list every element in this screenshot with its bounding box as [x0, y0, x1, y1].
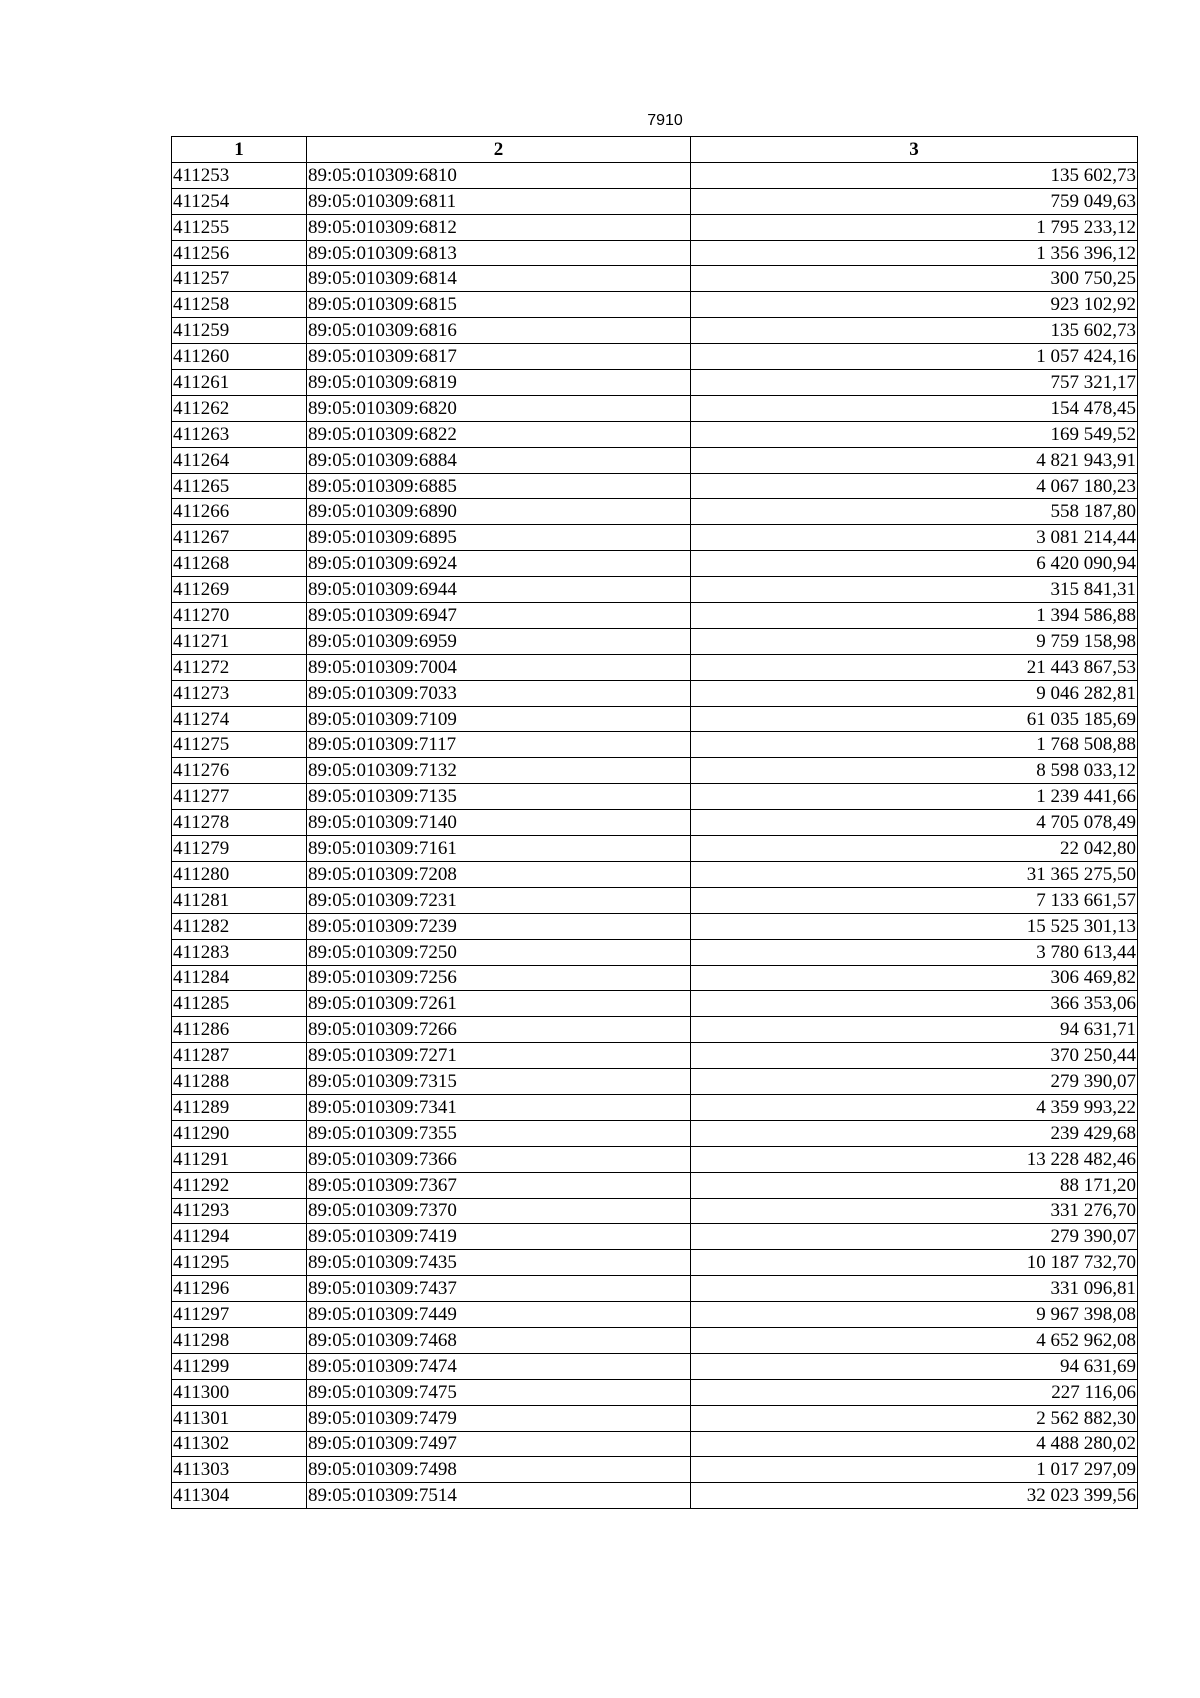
value-cell: 4 067 180,23 — [691, 473, 1138, 499]
value-cell: 370 250,44 — [691, 1043, 1138, 1069]
table-row — [172, 1327, 1138, 1353]
row-number-cell: 411285 — [172, 991, 307, 1017]
cadastral-number-cell: 89:05:010309:7109 — [307, 706, 691, 732]
table-row — [172, 784, 1138, 810]
value-cell: 1 356 396,12 — [691, 240, 1138, 266]
value-cell: 306 469,82 — [691, 965, 1138, 991]
row-number-cell: 411300 — [172, 1379, 307, 1405]
value-cell: 923 102,92 — [691, 292, 1138, 318]
table-row — [172, 370, 1138, 396]
cadastral-number-cell: 89:05:010309:6890 — [307, 499, 691, 525]
value-cell: 300 750,25 — [691, 266, 1138, 292]
cadastral-number-cell: 89:05:010309:7161 — [307, 836, 691, 862]
cadastral-number-cell: 89:05:010309:7419 — [307, 1224, 691, 1250]
cadastral-number-cell: 89:05:010309:6817 — [307, 344, 691, 370]
header-row — [172, 137, 1138, 163]
row-number-cell: 411271 — [172, 628, 307, 654]
table-row — [172, 706, 1138, 732]
cadastral-number-cell: 89:05:010309:6947 — [307, 603, 691, 629]
value-cell: 9 967 398,08 — [691, 1302, 1138, 1328]
table-row — [172, 1250, 1138, 1276]
row-number-cell: 411264 — [172, 447, 307, 473]
value-cell: 1 768 508,88 — [691, 732, 1138, 758]
value-cell: 558 187,80 — [691, 499, 1138, 525]
value-cell: 3 780 613,44 — [691, 939, 1138, 965]
column-header-1: 1 — [172, 137, 307, 163]
cadastral-number-cell: 89:05:010309:7135 — [307, 784, 691, 810]
cadastral-number-cell: 89:05:010309:6895 — [307, 525, 691, 551]
cadastral-number-cell: 89:05:010309:6816 — [307, 318, 691, 344]
cadastral-number-cell: 89:05:010309:7474 — [307, 1353, 691, 1379]
row-number-cell: 411265 — [172, 473, 307, 499]
table-row — [172, 499, 1138, 525]
row-number-cell: 411286 — [172, 1017, 307, 1043]
table-row — [172, 1457, 1138, 1483]
row-number-cell: 411262 — [172, 395, 307, 421]
value-cell: 331 096,81 — [691, 1276, 1138, 1302]
registry-table — [171, 136, 1138, 1509]
table-row — [172, 162, 1138, 188]
table-row — [172, 188, 1138, 214]
value-cell: 3 081 214,44 — [691, 525, 1138, 551]
cadastral-number-cell: 89:05:010309:7341 — [307, 1094, 691, 1120]
value-cell: 4 488 280,02 — [691, 1431, 1138, 1457]
row-number-cell: 411292 — [172, 1172, 307, 1198]
table-row — [172, 913, 1138, 939]
cadastral-number-cell: 89:05:010309:6822 — [307, 421, 691, 447]
table-row — [172, 1069, 1138, 1095]
table-row — [172, 1017, 1138, 1043]
value-cell: 4 652 962,08 — [691, 1327, 1138, 1353]
row-number-cell: 411298 — [172, 1327, 307, 1353]
value-cell: 279 390,07 — [691, 1224, 1138, 1250]
table-row — [172, 1302, 1138, 1328]
cadastral-number-cell: 89:05:010309:7256 — [307, 965, 691, 991]
table-row — [172, 887, 1138, 913]
table-row — [172, 421, 1138, 447]
row-number-cell: 411259 — [172, 318, 307, 344]
row-number-cell: 411304 — [172, 1483, 307, 1509]
row-number-cell: 411294 — [172, 1224, 307, 1250]
value-cell: 94 631,71 — [691, 1017, 1138, 1043]
table-row — [172, 965, 1138, 991]
row-number-cell: 411301 — [172, 1405, 307, 1431]
value-cell: 61 035 185,69 — [691, 706, 1138, 732]
cadastral-number-cell: 89:05:010309:7004 — [307, 654, 691, 680]
value-cell: 135 602,73 — [691, 162, 1138, 188]
cadastral-number-cell: 89:05:010309:7239 — [307, 913, 691, 939]
cadastral-number-cell: 89:05:010309:7514 — [307, 1483, 691, 1509]
table-row — [172, 525, 1138, 551]
table-row — [172, 654, 1138, 680]
value-cell: 1 239 441,66 — [691, 784, 1138, 810]
row-number-cell: 411276 — [172, 758, 307, 784]
cadastral-number-cell: 89:05:010309:7132 — [307, 758, 691, 784]
value-cell: 9 046 282,81 — [691, 680, 1138, 706]
cadastral-number-cell: 89:05:010309:6812 — [307, 214, 691, 240]
row-number-cell: 411280 — [172, 861, 307, 887]
cadastral-number-cell: 89:05:010309:6813 — [307, 240, 691, 266]
value-cell: 32 023 399,56 — [691, 1483, 1138, 1509]
value-cell: 279 390,07 — [691, 1069, 1138, 1095]
table-header — [172, 137, 1138, 163]
value-cell: 154 478,45 — [691, 395, 1138, 421]
cadastral-number-cell: 89:05:010309:7479 — [307, 1405, 691, 1431]
row-number-cell: 411272 — [172, 654, 307, 680]
table-row — [172, 1094, 1138, 1120]
cadastral-number-cell: 89:05:010309:7271 — [307, 1043, 691, 1069]
cadastral-number-cell: 89:05:010309:6815 — [307, 292, 691, 318]
table-row — [172, 240, 1138, 266]
cadastral-number-cell: 89:05:010309:6885 — [307, 473, 691, 499]
value-cell: 13 228 482,46 — [691, 1146, 1138, 1172]
value-cell: 366 353,06 — [691, 991, 1138, 1017]
row-number-cell: 411297 — [172, 1302, 307, 1328]
table-row — [172, 861, 1138, 887]
row-number-cell: 411255 — [172, 214, 307, 240]
row-number-cell: 411266 — [172, 499, 307, 525]
row-number-cell: 411267 — [172, 525, 307, 551]
row-number-cell: 411296 — [172, 1276, 307, 1302]
cadastral-number-cell: 89:05:010309:7468 — [307, 1327, 691, 1353]
table-row — [172, 551, 1138, 577]
table-row — [172, 628, 1138, 654]
value-cell: 21 443 867,53 — [691, 654, 1138, 680]
column-header-3: 3 — [691, 137, 1138, 163]
value-cell: 10 187 732,70 — [691, 1250, 1138, 1276]
cadastral-number-cell: 89:05:010309:6819 — [307, 370, 691, 396]
table-row — [172, 680, 1138, 706]
value-cell: 7 133 661,57 — [691, 887, 1138, 913]
value-cell: 31 365 275,50 — [691, 861, 1138, 887]
value-cell: 169 549,52 — [691, 421, 1138, 447]
value-cell: 315 841,31 — [691, 577, 1138, 603]
cadastral-number-cell: 89:05:010309:7140 — [307, 810, 691, 836]
cadastral-number-cell: 89:05:010309:6814 — [307, 266, 691, 292]
row-number-cell: 411269 — [172, 577, 307, 603]
row-number-cell: 411254 — [172, 188, 307, 214]
table-row — [172, 1172, 1138, 1198]
table-row — [172, 577, 1138, 603]
cadastral-number-cell: 89:05:010309:7117 — [307, 732, 691, 758]
row-number-cell: 411284 — [172, 965, 307, 991]
row-number-cell: 411257 — [172, 266, 307, 292]
value-cell: 8 598 033,12 — [691, 758, 1138, 784]
value-cell: 239 429,68 — [691, 1120, 1138, 1146]
cadastral-number-cell: 89:05:010309:7435 — [307, 1250, 691, 1276]
cadastral-number-cell: 89:05:010309:7497 — [307, 1431, 691, 1457]
table-row — [172, 473, 1138, 499]
row-number-cell: 411278 — [172, 810, 307, 836]
row-number-cell: 411275 — [172, 732, 307, 758]
table-row — [172, 810, 1138, 836]
row-number-cell: 411263 — [172, 421, 307, 447]
table-row — [172, 1043, 1138, 1069]
row-number-cell: 411288 — [172, 1069, 307, 1095]
value-cell: 6 420 090,94 — [691, 551, 1138, 577]
row-number-cell: 411281 — [172, 887, 307, 913]
value-cell: 1 394 586,88 — [691, 603, 1138, 629]
row-number-cell: 411289 — [172, 1094, 307, 1120]
row-number-cell: 411291 — [172, 1146, 307, 1172]
row-number-cell: 411279 — [172, 836, 307, 862]
table-body — [172, 162, 1138, 1508]
table-row — [172, 318, 1138, 344]
cadastral-number-cell: 89:05:010309:6924 — [307, 551, 691, 577]
table-row — [172, 344, 1138, 370]
table-row — [172, 1198, 1138, 1224]
table-row — [172, 292, 1138, 318]
table-row — [172, 1146, 1138, 1172]
table-row — [172, 1224, 1138, 1250]
row-number-cell: 411270 — [172, 603, 307, 629]
value-cell: 88 171,20 — [691, 1172, 1138, 1198]
row-number-cell: 411302 — [172, 1431, 307, 1457]
cadastral-number-cell: 89:05:010309:7367 — [307, 1172, 691, 1198]
cadastral-number-cell: 89:05:010309:7437 — [307, 1276, 691, 1302]
table-row — [172, 1483, 1138, 1509]
table-row — [172, 447, 1138, 473]
cadastral-number-cell: 89:05:010309:7033 — [307, 680, 691, 706]
cadastral-number-cell: 89:05:010309:7498 — [307, 1457, 691, 1483]
value-cell: 1 017 297,09 — [691, 1457, 1138, 1483]
row-number-cell: 411258 — [172, 292, 307, 318]
cadastral-number-cell: 89:05:010309:6820 — [307, 395, 691, 421]
table-row — [172, 395, 1138, 421]
table-row — [172, 266, 1138, 292]
column-header-2: 2 — [307, 137, 691, 163]
cadastral-number-cell: 89:05:010309:7366 — [307, 1146, 691, 1172]
cadastral-number-cell: 89:05:010309:7315 — [307, 1069, 691, 1095]
row-number-cell: 411283 — [172, 939, 307, 965]
value-cell: 4 359 993,22 — [691, 1094, 1138, 1120]
table-row — [172, 836, 1138, 862]
row-number-cell: 411303 — [172, 1457, 307, 1483]
table-row — [172, 1379, 1138, 1405]
cadastral-number-cell: 89:05:010309:7370 — [307, 1198, 691, 1224]
value-cell: 22 042,80 — [691, 836, 1138, 862]
row-number-cell: 411253 — [172, 162, 307, 188]
page-number: 7910 — [647, 112, 683, 129]
row-number-cell: 411256 — [172, 240, 307, 266]
value-cell: 331 276,70 — [691, 1198, 1138, 1224]
value-cell: 15 525 301,13 — [691, 913, 1138, 939]
table-row — [172, 939, 1138, 965]
value-cell: 2 562 882,30 — [691, 1405, 1138, 1431]
cadastral-number-cell: 89:05:010309:6959 — [307, 628, 691, 654]
row-number-cell: 411282 — [172, 913, 307, 939]
cadastral-number-cell: 89:05:010309:6884 — [307, 447, 691, 473]
row-number-cell: 411299 — [172, 1353, 307, 1379]
row-number-cell: 411287 — [172, 1043, 307, 1069]
cadastral-number-cell: 89:05:010309:6944 — [307, 577, 691, 603]
table-row — [172, 1431, 1138, 1457]
cadastral-number-cell: 89:05:010309:6810 — [307, 162, 691, 188]
value-cell: 9 759 158,98 — [691, 628, 1138, 654]
value-cell: 757 321,17 — [691, 370, 1138, 396]
table-row — [172, 758, 1138, 784]
table-row — [172, 1405, 1138, 1431]
table-row — [172, 214, 1138, 240]
row-number-cell: 411273 — [172, 680, 307, 706]
cadastral-number-cell: 89:05:010309:7266 — [307, 1017, 691, 1043]
cadastral-number-cell: 89:05:010309:7231 — [307, 887, 691, 913]
table-row — [172, 732, 1138, 758]
cadastral-number-cell: 89:05:010309:7208 — [307, 861, 691, 887]
value-cell: 4 705 078,49 — [691, 810, 1138, 836]
table-row — [172, 1353, 1138, 1379]
value-cell: 94 631,69 — [691, 1353, 1138, 1379]
cadastral-number-cell: 89:05:010309:7261 — [307, 991, 691, 1017]
table-row — [172, 1276, 1138, 1302]
row-number-cell: 411290 — [172, 1120, 307, 1146]
value-cell: 227 116,06 — [691, 1379, 1138, 1405]
cadastral-number-cell: 89:05:010309:7475 — [307, 1379, 691, 1405]
row-number-cell: 411260 — [172, 344, 307, 370]
row-number-cell: 411274 — [172, 706, 307, 732]
cadastral-number-cell: 89:05:010309:6811 — [307, 188, 691, 214]
value-cell: 759 049,63 — [691, 188, 1138, 214]
value-cell: 1 057 424,16 — [691, 344, 1138, 370]
table-row — [172, 1120, 1138, 1146]
cadastral-number-cell: 89:05:010309:7355 — [307, 1120, 691, 1146]
row-number-cell: 411261 — [172, 370, 307, 396]
row-number-cell: 411293 — [172, 1198, 307, 1224]
value-cell: 135 602,73 — [691, 318, 1138, 344]
cadastral-number-cell: 89:05:010309:7250 — [307, 939, 691, 965]
table-row — [172, 991, 1138, 1017]
value-cell: 4 821 943,91 — [691, 447, 1138, 473]
cadastral-number-cell: 89:05:010309:7449 — [307, 1302, 691, 1328]
row-number-cell: 411277 — [172, 784, 307, 810]
value-cell: 1 795 233,12 — [691, 214, 1138, 240]
row-number-cell: 411268 — [172, 551, 307, 577]
table-row — [172, 603, 1138, 629]
row-number-cell: 411295 — [172, 1250, 307, 1276]
